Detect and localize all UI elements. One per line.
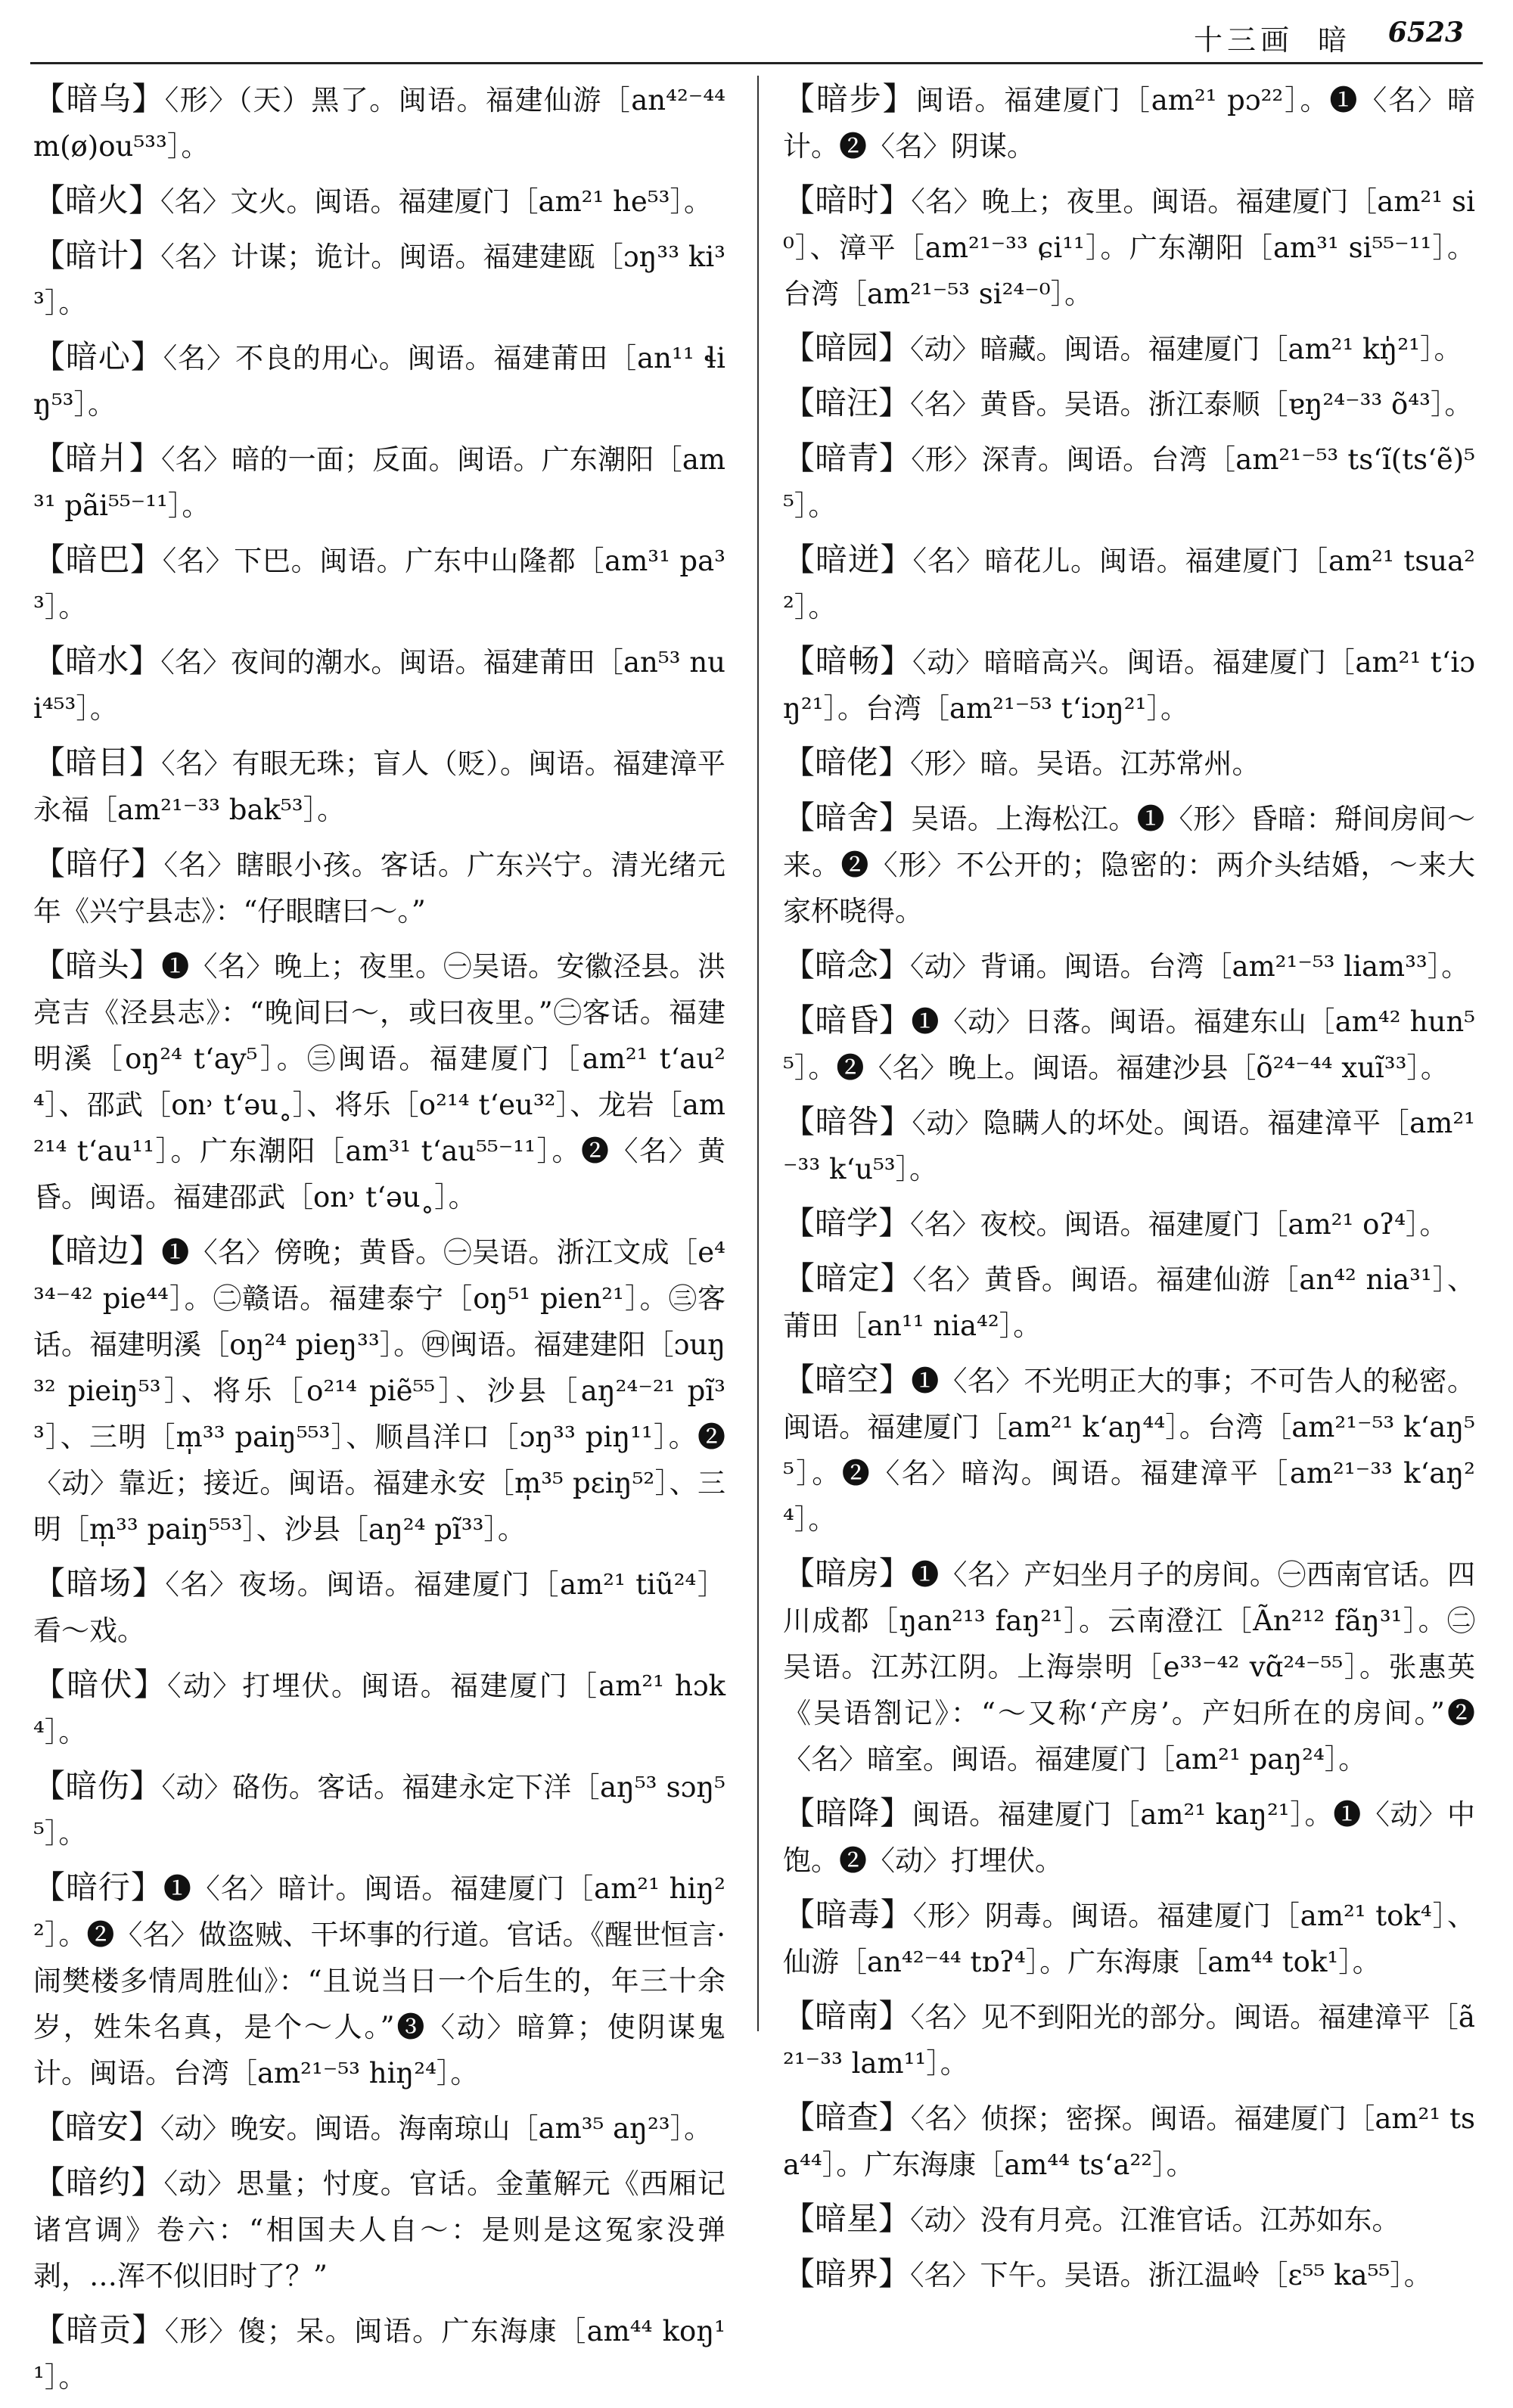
entry-definition: ❶〈名〉产妇坐月子的房间。㊀西南官话。四川成都［ŋan²¹³ faŋ²¹］。云南澄江［Ãn²¹² fãŋ³¹］。㊁吴语。江苏江阴。上海崇明［e³³⁻⁴² vɑ̃²⁴⁻⁵⁵］。张惠英《吴语劄记》：“～又称‘产房’。产妇所在的房间。”❷〈名〉暗室。闽语。福建厦门［am²¹ paŋ²⁴］。 <box>783 1558 1475 1776</box>
entry-headword: 【暗空】 <box>783 1361 912 1398</box>
entry-headword: 【暗毒】 <box>783 1896 913 1933</box>
dictionary-entry <box>783 942 1475 990</box>
entry-headword: 【暗房】 <box>783 1555 912 1592</box>
entry-headword: 【暗昏】 <box>783 1002 912 1039</box>
dictionary-entry <box>33 1661 725 1755</box>
entry-definition: ❶〈名〉暗计。闽语。福建厦门［am²¹ hiŋ²²］。❷〈名〉做盗贼、干坏事的行道。官话。《醒世恒言·闹樊楼多情周胜仙》：“且说当日一个后生的，年三十余岁，姓朱名真，是个～人。”❸〈动〉暗算；使阴谋鬼计。闽语。台湾［am²¹⁻⁵³ hiŋ²⁴］。 <box>33 1872 725 2090</box>
entry-definition: 〈名〉见不到阳光的部分。闽语。福建漳平［ã²¹⁻³³ lam¹¹］。 <box>783 2001 1475 2080</box>
entry-headword: 【暗火】 <box>33 182 161 219</box>
entry-definition: 〈名〉黄昏。闽语。福建仙游［an⁴² nia³¹］、莆田［an¹¹ nia⁴²］。 <box>783 1263 1475 1342</box>
entry-headword: 【暗头】 <box>33 946 162 983</box>
entry-headword: 【暗佬】 <box>783 744 911 781</box>
entry-definition: 〈名〉下巴。闽语。广东中山隆都［am³¹ pa³³］。 <box>33 545 725 623</box>
column-divider <box>757 76 759 2031</box>
entry-definition: 〈名〉有眼无珠；盲人（贬）。闽语。福建漳平永福［am²¹⁻³³ bak⁵³］。 <box>33 747 725 826</box>
dictionary-entry <box>33 1763 725 1856</box>
dictionary-entry <box>33 76 725 169</box>
entry-definition: 〈形〉暗。吴语。江苏常州。 <box>910 747 1260 780</box>
dictionary-entry <box>33 2159 725 2299</box>
entry-definition: 〈名〉侦探；密探。闽语。福建厦门［am²¹ tsa⁴⁴］。广东海康［am⁴⁴ ts‘a²²］。 <box>783 2102 1475 2181</box>
entry-definition: ❶〈动〉日落。闽语。福建东山［am⁴² hun⁵⁵］。❷〈名〉晚上。闽语。福建沙县［õ²⁴⁻⁴⁴ xuĩ³³］。 <box>783 1005 1475 1084</box>
entry-definition: 〈动〉暗暗高兴。闽语。福建厦门［am²¹ t‘iɔŋ²¹］。台湾［am²¹⁻⁵³ t‘iɔŋ²¹］。 <box>783 646 1475 725</box>
dictionary-entry <box>783 177 1475 317</box>
entry-definition: 〈形〉深青。闽语。台湾［am²¹⁻⁵³ ts‘ĩ(ts‘ẽ)⁵⁵］。 <box>783 443 1475 522</box>
entry-definition: 〈动〉背诵。闽语。台湾［am²¹⁻⁵³ liam³³］。 <box>910 950 1470 983</box>
entry-headword: 【暗降】 <box>783 1794 912 1832</box>
entry-definition: 〈名〉暗的一面；反面。闽语。广东潮阳［am³¹ pãi⁵⁵⁻¹¹］。 <box>33 443 725 522</box>
entry-headword: 【暗目】 <box>33 744 162 781</box>
entry-definition: ❶〈名〉不光明正大的事；不可告人的秘密。闽语。福建厦门［am²¹ k‘aŋ⁴⁴］。台湾［am²¹⁻⁵³ k‘aŋ⁵⁵］。❷〈名〉暗沟。闽语。福建漳平［am²¹⁻³³ k‘aŋ²⁴］。 <box>783 1365 1475 1536</box>
entry-headword: 【暗时】 <box>783 182 912 219</box>
dictionary-entry <box>783 1255 1475 1349</box>
entry-definition: 〈动〉隐瞒人的坏处。闽语。福建漳平［am²¹⁻³³ k‘u⁵³］。 <box>783 1107 1475 1185</box>
entry-definition: 闽语。福建厦门［am²¹ pɔ²²］。❶〈名〉暗计。❷〈名〉阴谋。 <box>783 84 1475 163</box>
entry-definition: 〈名〉暗花儿。闽语。福建厦门［am²¹ tsua²²］。 <box>783 545 1475 623</box>
entry-definition: 〈动〉晚安。闽语。海南琼山［am³⁵ aŋ²³］。 <box>160 2112 713 2145</box>
entry-definition: 吴语。上海松江。❶〈形〉昏暗：搿间房间～来。❷〈形〉不公开的；隐密的：两介头结婚，～来大家杯晓得。 <box>783 803 1475 927</box>
left-column <box>33 76 725 2408</box>
dictionary-entry <box>783 1550 1475 1782</box>
header-character: 暗 <box>1317 23 1347 57</box>
entry-definition: 〈名〉不良的用心。闽语。福建莆田［an¹¹ ɬiŋ⁵³］。 <box>33 342 725 421</box>
dictionary-entry <box>783 2195 1475 2243</box>
dictionary-entry <box>33 2104 725 2152</box>
dictionary-entry <box>783 76 1475 169</box>
page-header <box>30 0 1483 64</box>
entry-definition: 〈名〉文火。闽语。福建厦门［am²¹ he⁵³］。 <box>160 185 712 218</box>
dictionary-entry <box>33 1864 725 2096</box>
entry-headword: 【暗步】 <box>783 80 916 117</box>
entry-definition: 闽语。福建厦门［am²¹ kaŋ²¹］。❶〈动〉中饱。❷〈动〉打埋伏。 <box>783 1798 1475 1877</box>
dictionary-entry <box>33 177 725 225</box>
entry-definition: 〈名〉瞎眼小孩。客话。广东兴宁。清光绪元年《兴宁县志》：“仔眼瞎曰～。” <box>33 849 725 927</box>
entry-headword: 【暗巴】 <box>33 541 163 578</box>
entry-definition: 〈名〉夜间的潮水。闽语。福建莆田［an⁵³ nui⁴⁵³］。 <box>33 646 725 725</box>
header-stroke-section: 十三画 <box>1193 23 1294 57</box>
dictionary-entry <box>33 638 725 732</box>
entry-headword: 【暗查】 <box>783 2099 911 2136</box>
entry-definition: 〈名〉夜校。闽语。福建厦门［am²¹ oʔ⁴］。 <box>910 1208 1448 1241</box>
dictionary-entry <box>33 435 725 529</box>
dictionary-entry <box>783 1891 1475 1985</box>
entry-headword: 【暗场】 <box>33 1564 166 1602</box>
dictionary-entry <box>783 1098 1475 1192</box>
dictionary-entry <box>33 840 725 934</box>
dictionary-entry <box>783 536 1475 630</box>
entry-definition: 〈动〉打埋伏。闽语。福建厦门［am²¹ hɔk⁴］。 <box>33 1670 725 1748</box>
dictionary-entry <box>783 2251 1475 2298</box>
dictionary-entry <box>33 739 725 833</box>
entry-headword: 【暗界】 <box>783 2255 911 2292</box>
dictionary-entry <box>33 536 725 630</box>
entry-headword: 【暗咎】 <box>783 1103 912 1140</box>
dictionary-entry <box>783 1790 1475 1884</box>
entry-headword: 【暗安】 <box>33 2108 161 2145</box>
entry-headword: 【暗园】 <box>783 329 911 366</box>
entry-headword: 【暗青】 <box>783 440 912 477</box>
dictionary-entry <box>33 2307 725 2400</box>
entry-headword: 【暗畅】 <box>783 642 912 679</box>
entry-headword: 【暗汪】 <box>783 384 911 421</box>
entry-headword: 【暗伏】 <box>33 1666 167 1703</box>
entry-definition: ❶〈名〉傍晚；黄昏。㊀吴语。浙江文成［e⁴³⁴⁻⁴² pie⁴⁴］。㊁赣语。福建泰宁［oŋ⁵¹ pien²¹］。㊂客话。福建明溪［oŋ²⁴ pieŋ³³］。㊃闽语。福建建阳［ɔuŋ³² pieiŋ⁵³］、将乐［o²¹⁴ piẽ⁵⁵］、沙县［aŋ²⁴⁻²¹ pĩ³³］、三明［m̩³³ paiŋ⁵⁵³］、顺昌洋口［ɔŋ³³ piŋ¹¹］。❷〈动〉靠近；接近。闽语。福建永安［m̩³⁵ pɛiŋ⁵²］、三明［m̩³³ paiŋ⁵⁵³］、沙县［aŋ²⁴ pĩ³³］。 <box>33 1236 725 1546</box>
dictionary-entry <box>783 380 1475 427</box>
entry-definition: 〈动〉暗藏。闽语。福建厦门［am²¹ kŋ̍²¹］。 <box>910 333 1462 365</box>
entry-definition: 〈形〉傻；呆。闽语。广东海康［am⁴⁴ koŋ¹¹］。 <box>33 2315 725 2394</box>
entry-headword: 【暗计】 <box>33 237 161 274</box>
dictionary-entry <box>33 334 725 427</box>
dictionary-entry <box>33 1228 725 1552</box>
entry-definition: 〈名〉夜场。闽语。福建厦门［am²¹ tiũ²⁴］看～戏。 <box>33 1568 725 1647</box>
entry-headword: 【暗念】 <box>783 946 911 983</box>
entry-headword: 【暗学】 <box>783 1204 911 1241</box>
dictionary-entry <box>783 739 1475 787</box>
dictionary-entry <box>33 942 725 1220</box>
right-column <box>783 76 1475 2306</box>
entry-definition: 〈形〉（天）黑了。闽语。福建仙游［an⁴²⁻⁴⁴ m(ø)ou⁵³³］。 <box>33 84 725 163</box>
dictionary-entry <box>783 638 1475 732</box>
entry-definition: 〈动〉思量；忖度。官话。金董解元《西厢记诸宫调》卷六：“相国夫人自～：是则是这冤家没弹剥，…浑不似旧时了？” <box>33 2167 725 2292</box>
entry-headword: 【暗星】 <box>783 2200 911 2237</box>
entry-definition: ❶〈名〉晚上；夜里。㊀吴语。安徽泾县。洪亮吉《泾县志》：“晚间曰～，或曰夜里。”㊁客话。福建明溪［oŋ²⁴ t‘ay⁵］。㊂闽语。福建厦门［am²¹ t‘au²⁴］、邵武［on˒ t‘əu˳］、将乐［o²¹⁴ t‘eu³²］、龙岩［am²¹⁴ t‘au¹¹］。广东潮阳［am³¹ t‘au⁵⁵⁻¹¹］。❷〈名〉黄昏。闽语。福建邵武［on˒ t‘əu˳］。 <box>33 950 725 1213</box>
dictionary-entry <box>783 997 1475 1091</box>
dictionary-entry <box>783 2094 1475 2188</box>
entry-headword: 【暗爿】 <box>33 440 161 477</box>
entry-headword: 【暗约】 <box>33 2164 164 2201</box>
dictionary-entry <box>783 1200 1475 1247</box>
dictionary-entry <box>783 435 1475 529</box>
dictionary-entry <box>783 325 1475 372</box>
dictionary-entry <box>33 1560 725 1654</box>
entry-headword: 【暗仔】 <box>33 845 164 882</box>
entry-headword: 【暗定】 <box>783 1260 913 1297</box>
entry-headword: 【暗迸】 <box>783 541 913 578</box>
entry-headword: 【暗心】 <box>33 338 163 375</box>
dictionary-entry <box>783 1356 1475 1543</box>
entry-definition: 〈动〉硌伤。客话。福建永定下洋［aŋ⁵³ sɔŋ⁵⁵］。 <box>33 1771 725 1850</box>
entry-definition: 〈名〉计谋；诡计。闽语。福建建瓯［ɔŋ³³ ki³³］。 <box>33 241 725 319</box>
dictionary-entry <box>783 794 1475 934</box>
entry-headword: 【暗乌】 <box>33 80 165 117</box>
entry-headword: 【暗伤】 <box>33 1767 162 1804</box>
dictionary-entry <box>783 1993 1475 2086</box>
entry-headword: 【暗水】 <box>33 642 161 679</box>
page-number: 6523 <box>1387 17 1464 48</box>
dictionary-entry <box>33 232 725 326</box>
entry-headword: 【暗行】 <box>33 1869 163 1906</box>
entry-definition: 〈名〉晚上；夜里。闽语。福建厦门［am²¹ si⁰］、漳平［am²¹⁻³³ ɕi¹¹］。广东潮阳［am³¹ si⁵⁵⁻¹¹］。台湾［am²¹⁻⁵³ si²⁴⁻⁰］。 <box>783 185 1475 310</box>
entry-headword: 【暗舍】 <box>783 799 912 836</box>
entry-headword: 【暗边】 <box>33 1232 162 1269</box>
entry-headword: 【暗贡】 <box>33 2311 165 2348</box>
entry-definition: 〈名〉下午。吴语。浙江温岭［ɛ⁵⁵ ka⁵⁵］。 <box>910 2259 1432 2291</box>
entry-definition: 〈形〉阴毒。闽语。福建厦门［am²¹ tok⁴］、仙游［an⁴²⁻⁴⁴ tɒʔ⁴］。广东海康［am⁴⁴ tok¹］。 <box>783 1900 1475 1978</box>
entry-definition: 〈动〉没有月亮。江淮官话。江苏如东。 <box>910 2204 1400 2236</box>
entry-headword: 【暗南】 <box>783 1997 911 2034</box>
entry-definition: 〈名〉黄昏。吴语。浙江泰顺［ɐŋ²⁴⁻³³ õ⁴³］。 <box>910 388 1473 421</box>
